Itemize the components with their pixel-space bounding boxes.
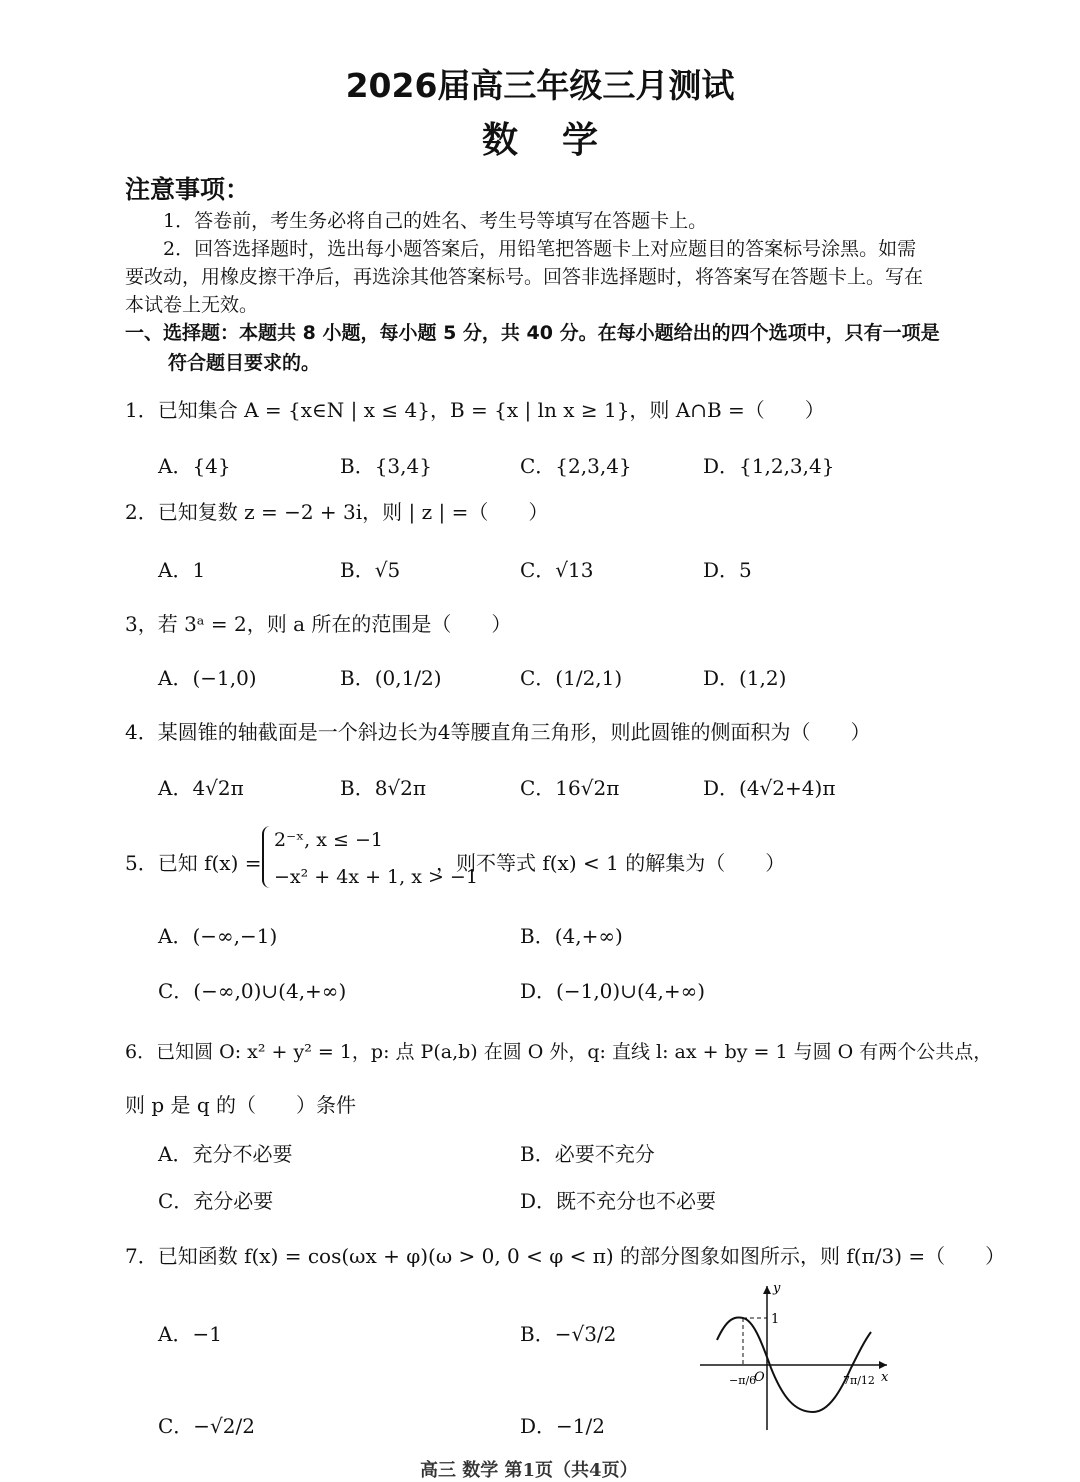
option-c: C．−√2/2 bbox=[158, 1414, 255, 1438]
option-a: A．充分不必要 bbox=[158, 1142, 293, 1166]
exam-title: 2026届高三年级三月测试 bbox=[345, 66, 735, 105]
cosine-graph bbox=[695, 1280, 895, 1440]
question-1-stem: 1．已知集合 A = {x∈N | x ≤ 4}，B = {x | ln x ≥ 1}，则 A∩B =（ ） bbox=[125, 398, 825, 422]
brace bbox=[262, 826, 274, 888]
option-b: B．(4,+∞) bbox=[520, 924, 623, 948]
option-c: C．√13 bbox=[520, 558, 594, 582]
option-d: D．−1/2 bbox=[520, 1414, 605, 1438]
option-b: B．必要不充分 bbox=[520, 1142, 655, 1166]
notice-line: 2．回答选择题时，选出每小题答案后，用铅笔把答题卡上对应题目的答案标号涂黑。如需 bbox=[163, 238, 917, 260]
option-d: D．(−1,0)∪(4,+∞) bbox=[520, 979, 706, 1003]
notice-heading: 注意事项： bbox=[125, 175, 251, 204]
option-a: A．(−1,0) bbox=[158, 666, 257, 690]
option-c: C．(−∞,0)∪(4,+∞) bbox=[158, 979, 347, 1003]
question-2-stem: 2．已知复数 z = −2 + 3i，则 | z | =（ ） bbox=[125, 500, 549, 524]
section-heading-cont: 符合题目要求的。 bbox=[168, 352, 321, 374]
question-6-stem-cont: 则 p 是 q 的（ ）条件 bbox=[125, 1093, 357, 1117]
option-d: D．{1,2,3,4} bbox=[703, 454, 835, 478]
option-c: C．(1/2,1) bbox=[520, 666, 623, 690]
option-d: D．5 bbox=[703, 558, 752, 582]
x-axis-arrow bbox=[879, 1361, 887, 1369]
question-5-stem-post: ，则不等式 f(x) < 1 的解集为（ ） bbox=[436, 851, 786, 875]
option-a: A．(−∞,−1) bbox=[158, 924, 278, 948]
option-a: A．1 bbox=[158, 558, 206, 582]
origin-label: O bbox=[754, 1370, 765, 1385]
subject-title: 数学 bbox=[481, 120, 642, 161]
x-label: x bbox=[881, 1370, 889, 1385]
question-4-stem: 4．某圆锥的轴截面是一个斜边长为4等腰直角三角形，则此圆锥的侧面积为（ ） bbox=[125, 720, 871, 744]
option-a: A．{4} bbox=[158, 454, 231, 478]
question-5-stem-pre: 5．已知 f(x) = bbox=[125, 851, 262, 875]
notice-line: 本试卷上无效。 bbox=[125, 294, 259, 316]
option-c: C．16√2π bbox=[520, 776, 620, 800]
option-b: B．−√3/2 bbox=[520, 1322, 617, 1346]
option-c: C．充分必要 bbox=[158, 1189, 274, 1213]
option-a: A．−1 bbox=[158, 1322, 222, 1346]
option-b: B．{3,4} bbox=[340, 454, 432, 478]
option-b: B．8√2π bbox=[340, 776, 427, 800]
option-d: D．既不充分也不必要 bbox=[520, 1189, 717, 1213]
piecewise-case-2: −x² + 4x + 1, x > −1 bbox=[274, 866, 478, 888]
notice-line: 1．答卷前，考生务必将自己的姓名、考生号等填写在答题卡上。 bbox=[163, 210, 708, 232]
option-a: A．4√2π bbox=[158, 776, 244, 800]
y-axis-arrow bbox=[763, 1286, 771, 1294]
question-3-stem: 3，若 3ᵃ = 2，则 a 所在的范围是（ ） bbox=[125, 612, 512, 636]
right-tick-label: 7π/12 bbox=[843, 1374, 875, 1387]
y-label: y bbox=[773, 1281, 781, 1296]
option-b: B．√5 bbox=[340, 558, 401, 582]
option-b: B．(0,1/2) bbox=[340, 666, 442, 690]
left-tick-label: −π/6 bbox=[729, 1374, 757, 1387]
one-label: 1 bbox=[771, 1312, 780, 1327]
page-footer: 高三 数学 第1页（共4页） bbox=[420, 1460, 638, 1481]
option-c: C．{2,3,4} bbox=[520, 454, 632, 478]
option-d: D．(1,2) bbox=[703, 666, 787, 690]
option-d: D．(4√2+4)π bbox=[703, 776, 836, 800]
notice-line: 要改动，用橡皮擦干净后，再选涂其他答案标号。回答非选择题时，将答案写在答题卡上。写在 bbox=[125, 266, 924, 288]
question-7-stem: 7．已知函数 f(x) = cos(ωx + φ)(ω > 0, 0 < φ < π) 的部分图象如图所示，则 f(π/3) =（ ） bbox=[125, 1244, 1006, 1268]
question-6-stem: 6．已知圆 O: x² + y² = 1，p: 点 P(a,b) 在圆 O 外，q: 直线 l: ax + by = 1 与圆 O 有两个公共点， bbox=[125, 1041, 993, 1063]
section-heading: 一、选择题：本题共 8 小题，每小题 5 分，共 40 分。在每小题给出的四个选项中，只有一项是 bbox=[125, 322, 940, 344]
piecewise-case-1: 2⁻ˣ, x ≤ −1 bbox=[274, 829, 383, 851]
